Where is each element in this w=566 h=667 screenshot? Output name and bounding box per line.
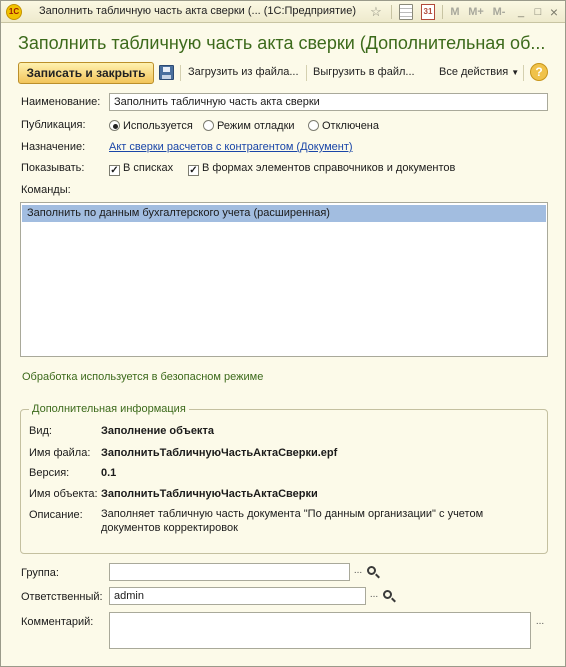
minimize-button[interactable]: _ bbox=[517, 6, 525, 18]
file-name-value: ЗаполнитьТабличнуюЧастьАктаСверки.epf bbox=[101, 447, 338, 459]
show-label: Показывать: bbox=[21, 162, 85, 174]
toolbar-separator bbox=[442, 5, 443, 19]
show-in-lists-checkbox[interactable] bbox=[109, 161, 173, 176]
name-input[interactable]: Заполнить табличную часть акта сверки bbox=[109, 93, 548, 111]
load-from-file-button[interactable]: Загрузить из файла... bbox=[188, 66, 299, 78]
kind-label: Вид: bbox=[29, 425, 52, 437]
maximize-button[interactable]: □ bbox=[534, 6, 542, 18]
memory-plus-button[interactable]: M+ bbox=[468, 6, 484, 18]
additional-info-legend: Дополнительная информация bbox=[29, 403, 189, 415]
window-title: Заполнить табличную часть акта сверки (... (1С:Предприятие) bbox=[39, 5, 356, 17]
radio-label: Отключена bbox=[322, 120, 379, 132]
commands-label: Команды: bbox=[21, 184, 71, 196]
checkbox-label: В формах элементов справочников и документов bbox=[202, 162, 456, 174]
group-input[interactable] bbox=[109, 563, 350, 581]
publication-radio-debug[interactable] bbox=[203, 119, 295, 133]
purpose-link[interactable]: Акт сверки расчетов с контрагентом (Документ) bbox=[109, 141, 353, 153]
responsible-select-button[interactable]: ... bbox=[369, 589, 379, 600]
checkmark-icon: ✓ bbox=[189, 165, 198, 176]
radio-empty-icon bbox=[203, 120, 214, 131]
toolbar-separator bbox=[391, 5, 392, 19]
safe-mode-note: Обработка используется в безопасном режиме bbox=[22, 371, 264, 383]
description-line-1: Заполняет табличную часть документа "По данным организации" с учетом bbox=[101, 508, 484, 520]
responsible-input[interactable]: admin bbox=[109, 587, 366, 605]
chevron-down-icon: ▼ bbox=[511, 68, 520, 77]
description-label: Описание: bbox=[29, 509, 83, 521]
memory-m-button[interactable]: M bbox=[450, 6, 460, 18]
radio-label: Используется bbox=[123, 120, 193, 132]
commands-list[interactable] bbox=[20, 202, 548, 357]
search-icon[interactable] bbox=[367, 566, 376, 575]
description-line-2: документов корректировок bbox=[101, 522, 238, 534]
memory-minus-button[interactable]: M- bbox=[492, 6, 506, 18]
name-label: Наименование: bbox=[21, 96, 101, 108]
save-and-close-button[interactable]: Записать и закрыть bbox=[18, 62, 154, 84]
checkbox-label: В списках bbox=[123, 162, 174, 174]
publication-radio-used[interactable] bbox=[109, 119, 193, 133]
responsible-label: Ответственный: bbox=[21, 591, 103, 603]
kind-value: Заполнение объекта bbox=[101, 425, 214, 437]
object-name-value: ЗаполнитьТабличнуюЧастьАктаСверки bbox=[101, 488, 318, 500]
1c-logo-icon: 1С bbox=[6, 4, 22, 20]
comment-select-button[interactable]: ... bbox=[535, 616, 545, 627]
radio-selected-icon bbox=[109, 120, 120, 131]
publication-label: Публикация: bbox=[21, 119, 86, 131]
radio-empty-icon bbox=[308, 120, 319, 131]
help-icon[interactable]: ? bbox=[530, 63, 548, 81]
save-icon[interactable] bbox=[159, 65, 174, 80]
star-icon[interactable]: ☆ bbox=[370, 4, 382, 19]
file-name-label: Имя файла: bbox=[29, 447, 91, 459]
calculator-icon[interactable] bbox=[399, 4, 413, 20]
comment-textarea[interactable] bbox=[109, 612, 531, 649]
calendar-icon[interactable]: 31 bbox=[421, 4, 435, 20]
list-item[interactable]: Заполнить по данным бухгалтерского учета (расширенная) bbox=[22, 205, 546, 222]
close-button[interactable]: × bbox=[549, 4, 559, 20]
command-bar bbox=[18, 62, 551, 84]
purpose-label: Назначение: bbox=[21, 141, 86, 153]
group-label: Группа: bbox=[21, 567, 59, 579]
title-bar bbox=[1, 1, 565, 23]
version-label: Версия: bbox=[29, 467, 70, 479]
version-value: 0.1 bbox=[101, 467, 117, 479]
object-name-label: Имя объекта: bbox=[29, 488, 98, 500]
command-separator bbox=[180, 65, 181, 81]
command-separator bbox=[523, 65, 524, 81]
comment-label: Комментарий: bbox=[21, 616, 94, 628]
unload-to-file-button[interactable]: Выгрузить в файл... bbox=[313, 66, 415, 78]
group-select-button[interactable]: ... bbox=[353, 565, 363, 576]
command-separator bbox=[306, 65, 307, 81]
publication-radio-disabled[interactable] bbox=[308, 119, 379, 133]
radio-label: Режим отладки bbox=[217, 120, 295, 132]
form-title: Заполнить табличную часть акта сверки (Дополнительная об... bbox=[18, 33, 546, 53]
additional-info-group bbox=[20, 409, 548, 554]
checkmark-icon: ✓ bbox=[110, 165, 119, 176]
all-actions-label: Все действия bbox=[439, 66, 509, 78]
show-in-forms-checkbox[interactable] bbox=[188, 161, 455, 176]
all-actions-menu[interactable] bbox=[439, 66, 519, 78]
search-icon[interactable] bbox=[383, 590, 392, 599]
